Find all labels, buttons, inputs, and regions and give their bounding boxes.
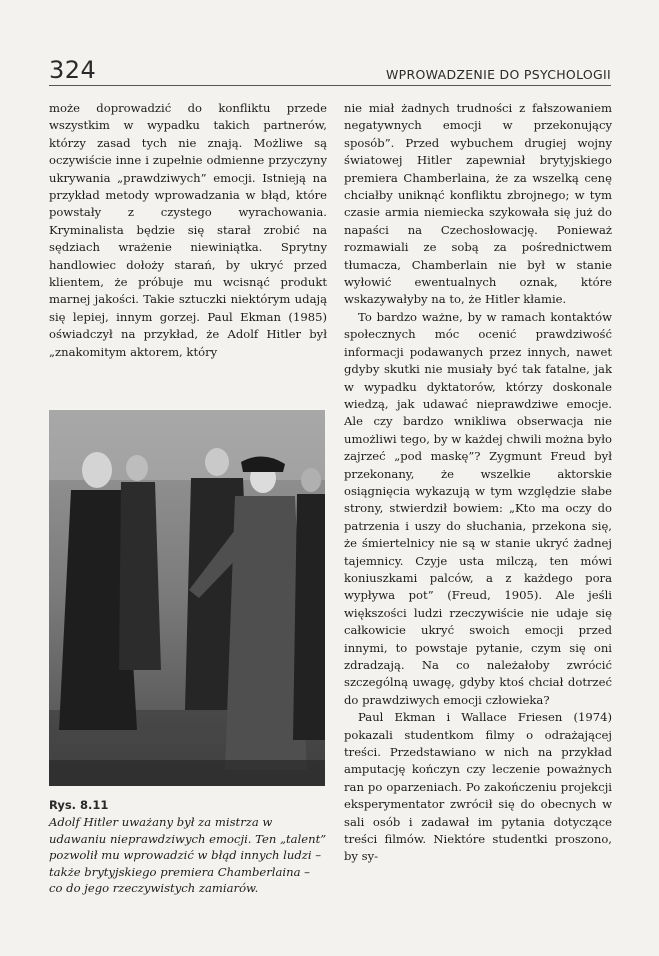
paragraph: może doprowadzić do konfliktu przede wszystkim w wypadku takich partnerów, którzy zasad tych nie znają. Możliwe są oczywiście inne i zupełnie odmienne przyczyny ukrywania „prawdziwych” emocji. Istnieją na przykład metody wprowadzania w błąd, które powstały z czystego wyrachowania. Kryminalista będzie się starał zrobić na sędziach wrażenie niewiniątka. Sprytny handlowiec dołoży starań, by ukryć przed klientem, że próbuje mu wcisnąć produkt marnej jakości. Takie sztuczki niektórym udają się lepiej, innym gorzej. Paul Ekman (1985) oświadczył na przykład, że Adolf Hitler był „znakomitym aktorem, który xyxy=(49,101,327,359)
photo-illustration xyxy=(49,410,325,786)
right-column xyxy=(344,100,612,866)
figure-caption-text: Adolf Hitler uważany był za mistrza w udawaniu nieprawdziwych emocji. Ten „talent” pozwolił mu wprowadzić w błąd innych ludzi – także brytyjskiego premiera Chamberlaina – co do jego rzeczywistych zamiarów. xyxy=(49,815,327,896)
left-column xyxy=(49,100,327,361)
paragraph: Paul Ekman i Wallace Friesen (1974) pokazali studentkom filmy o odrażającej treści. Przedstawiano w nich na przykład amputację kończyn czy leczenie poważnych ran po oparzeniach. Po zakończeniu projekcji eksperymentator zwrócił się do obecnych w sali osób i zadawał im pytania dotyczące treści filmów. Niektóre studentki proszono, by sy- xyxy=(344,710,612,864)
running-head: WPROWADZENIE DO PSYCHOLOGII xyxy=(386,67,611,82)
paragraph: nie miał żadnych trudności z fałszowaniem negatywnych emocji w przekonujący sposób”. Przed wybuchem drugiej wojny światowej Hitler zapewniał brytyjskiego premiera Chamberlaina, że za wszelką cenę chciałby uniknąć konfliktu zbrojnego; w tym czasie armia niemiecka szykowała się już do napaści na Czechosłowację. Ponieważ rozmawiali ze sobą za pośrednictwem tłumacza, Chamberlain nie był w stanie wyłowić ewentualnych oznak, które wskazywałyby na to, że Hitler kłamie. xyxy=(344,101,612,307)
figure-photo xyxy=(49,410,325,786)
page-number: 324 xyxy=(49,56,97,84)
page-header xyxy=(0,0,659,90)
figure-caption xyxy=(49,798,327,897)
figure-label: Rys. 8.11 xyxy=(49,798,109,812)
header-rule xyxy=(49,85,611,86)
paragraph: To bardzo ważne, by w ramach kontaktów społecznych móc ocenić prawdziwość informacji podawanych przez innych, nawet gdyby skutki nie musiały być tak fatalne, jak w wypadku dyktatorów, którzy doskonale wiedzą, jak udawać nieprawdziwe emocje. Ale czy bardzo wnikliwa obserwacja nie umożliwi tego, by w każdej chwili można było zajrzeć „pod maskę”? Zygmunt Freud był przekonany, że wszelkie aktorskie osiągnięcia wykazują w tym względzie słabe strony, stwierdził bowiem: „Kto ma oczy do patrzenia i uszy do słuchania, przekona się, że śmiertelnicy nie są w stanie ukryć żadnej tajemnicy. Czyje usta milczą, ten mówi koniuszkami palców, a z każdego pora wypływa pot” (Freud, 1905). Ale jeśli większości ludzi rzeczywiście nie udaje się całkowicie ukryć swoich emocji przed innymi, to powstaje pytanie, czym się oni zdradzają. Na co należałoby zwrócić szczególną uwagę, gdyby ktoś chciał dotrzeć do prawdziwych emocji człowieka? xyxy=(344,309,612,707)
